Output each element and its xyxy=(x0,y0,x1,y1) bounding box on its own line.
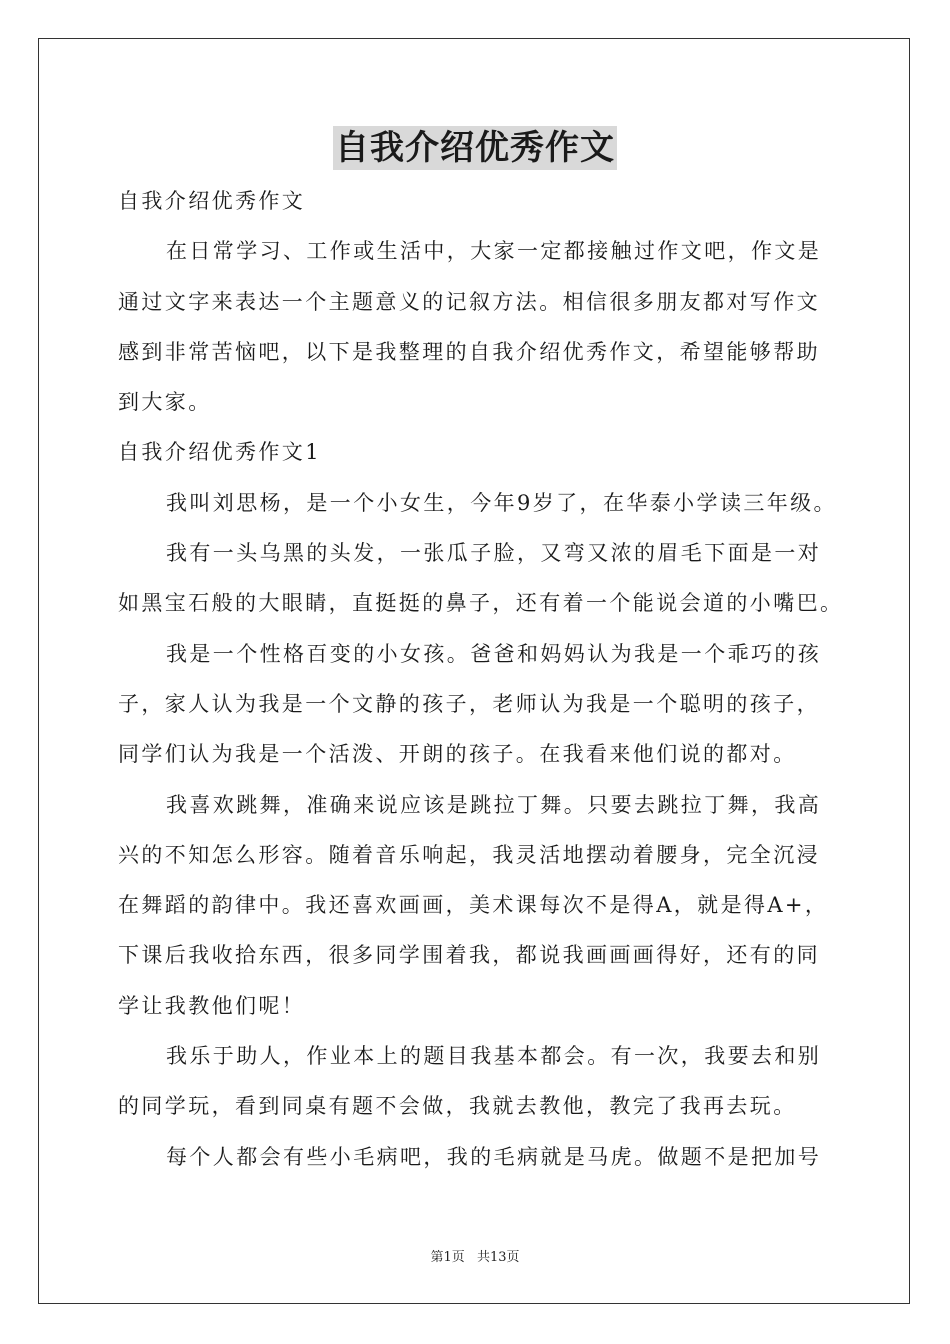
text-line: 感到非常苦恼吧，以下是我整理的自我介绍优秀作文，希望能够帮助 xyxy=(118,339,820,364)
text-line: 每个人都会有些小毛病吧，我的毛病就是马虎。做题不是把加号 xyxy=(166,1144,822,1169)
text-line: 学让我教他们呢！ xyxy=(118,993,306,1018)
text-line: 的同学玩，看到同桌有题不会做，我就去教他，教完了我再去玩。 xyxy=(118,1094,797,1119)
text-line: 在日常学习、工作或生活中，大家一定都接触过作文吧，作文是 xyxy=(166,239,822,264)
text-line: 兴的不知怎么形容。随着音乐响起，我灵活地摆动着腰身，完全沉浸 xyxy=(118,842,820,867)
text-line: 同学们认为我是一个活泼、开朗的孩子。在我看来他们说的都对。 xyxy=(118,742,797,767)
text-line: 自我介绍优秀作文1 xyxy=(118,440,321,465)
text-line: 我叫刘思杨，是一个小女生，今年9岁了，在华泰小学读三年级。 xyxy=(166,490,837,515)
text-line: 在舞蹈的韵律中。我还喜欢画画，美术课每次不是得A，就是得A+， xyxy=(118,893,829,918)
page-footer xyxy=(0,1246,950,1265)
document-body xyxy=(118,176,844,1182)
text-line: 通过文字来表达一个主题意义的记叙方法。相信很多朋友都对写作文 xyxy=(118,289,820,314)
text-line: 下课后我收拾东西，很多同学围着我，都说我画画画得好，还有的同 xyxy=(118,943,820,968)
text-line: 如黑宝石般的大眼睛，直挺挺的鼻子，还有着一个能说会道的小嘴巴。 xyxy=(118,591,844,616)
text-line: 我有一头乌黑的头发，一张瓜子脸，又弯又浓的眉毛下面是一对 xyxy=(166,541,822,566)
text-line: 我是一个性格百变的小女孩。爸爸和妈妈认为我是一个乖巧的孩 xyxy=(166,641,822,666)
text-line: 我乐于助人，作业本上的题目我基本都会。有一次，我要去和别 xyxy=(166,1044,822,1069)
text-line: 子，家人认为我是一个文静的孩子，老师认为我是一个聪明的孩子， xyxy=(118,691,820,716)
text-line: 我喜欢跳舞，准确来说应该是跳拉丁舞。只要去跳拉丁舞，我高 xyxy=(166,792,822,817)
title-container xyxy=(0,126,950,170)
text-line: 自我介绍优秀作文 xyxy=(118,189,306,213)
total-pages: 共13页 xyxy=(476,1250,520,1265)
page-number: 第1页 xyxy=(430,1250,465,1265)
document-title: 自我介绍优秀作文 xyxy=(335,128,615,168)
text-line: 到大家。 xyxy=(118,390,212,415)
